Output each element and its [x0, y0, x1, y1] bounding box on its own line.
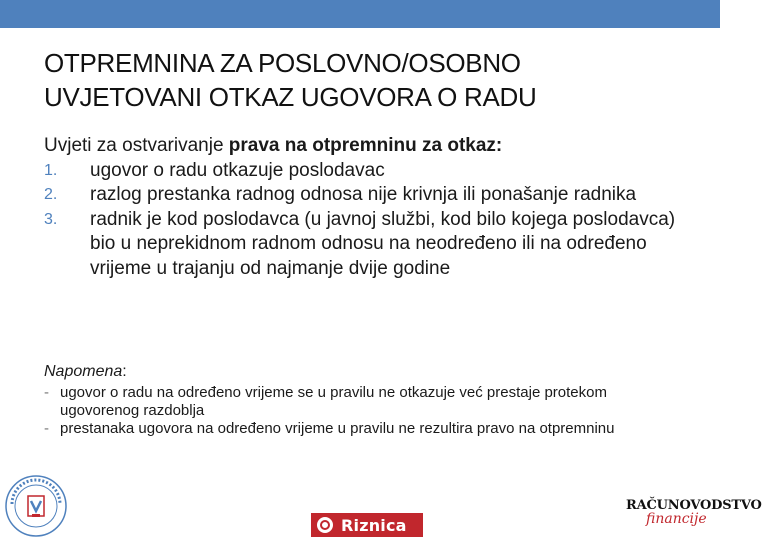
riznica-logo	[311, 513, 423, 537]
racunovodstvo-logo-line1: RAČUNOVODSTVO	[626, 498, 762, 513]
note-colon: :	[122, 363, 127, 380]
condition-number: 1.	[44, 161, 58, 179]
conditions-list	[44, 159, 694, 282]
association-seal-icon	[4, 474, 68, 538]
riznica-logo-text: Riznica	[341, 515, 407, 535]
condition-number: 3.	[44, 210, 58, 228]
note-item	[44, 420, 684, 438]
note-section	[44, 362, 684, 438]
racunovodstvo-logo	[626, 498, 762, 538]
condition-number: 2.	[44, 186, 58, 203]
note-text: ugovor o radu na određeno vrijeme se u pravilu ne otkazuje već prestaje protekom ugovorenog razdoblja	[60, 384, 607, 419]
note-label: Napomena	[44, 363, 123, 380]
note-text: prestanaka ugovora na određeno vrijeme u pravilu ne rezultira pravo na otpremninu	[60, 420, 615, 437]
riznica-seal-icon	[317, 517, 333, 533]
title-line-1: OTPREMNINA ZA POSLOVNO/OSOBNO	[44, 48, 521, 78]
racunovodstvo-logo-line2: financije	[646, 511, 707, 527]
note-heading	[44, 362, 684, 382]
slide-content	[44, 134, 694, 281]
top-accent-bar	[0, 0, 720, 28]
note-dash: -	[44, 420, 49, 437]
condition-text: radnik je kod poslodavca (u javnoj službi, kod bilo kojega poslodavca) bio u neprekidnom radnom odnosu na neodređeno ili na određeno vrijeme u trajanju od najmanje dvije godine	[90, 208, 676, 279]
condition-item	[44, 183, 694, 208]
intro-bold: prava na otpremninu za otkaz:	[228, 135, 503, 156]
note-list	[44, 384, 684, 438]
intro-prefix: Uvjeti za ostvarivanje	[44, 135, 229, 156]
condition-text: razlog prestanka radnog odnosa nije krivnja ili ponašanje radnika	[90, 184, 637, 205]
title-line-2: UVJETOVANI OTKAZ UGOVORA O RADU	[44, 82, 537, 112]
condition-item	[44, 159, 694, 184]
note-dash: -	[44, 384, 49, 401]
intro-line	[44, 134, 694, 159]
condition-item	[44, 208, 694, 282]
slide-title	[44, 46, 684, 114]
note-item	[44, 384, 684, 420]
condition-text: ugovor o radu otkazuje poslodavac	[90, 159, 385, 181]
